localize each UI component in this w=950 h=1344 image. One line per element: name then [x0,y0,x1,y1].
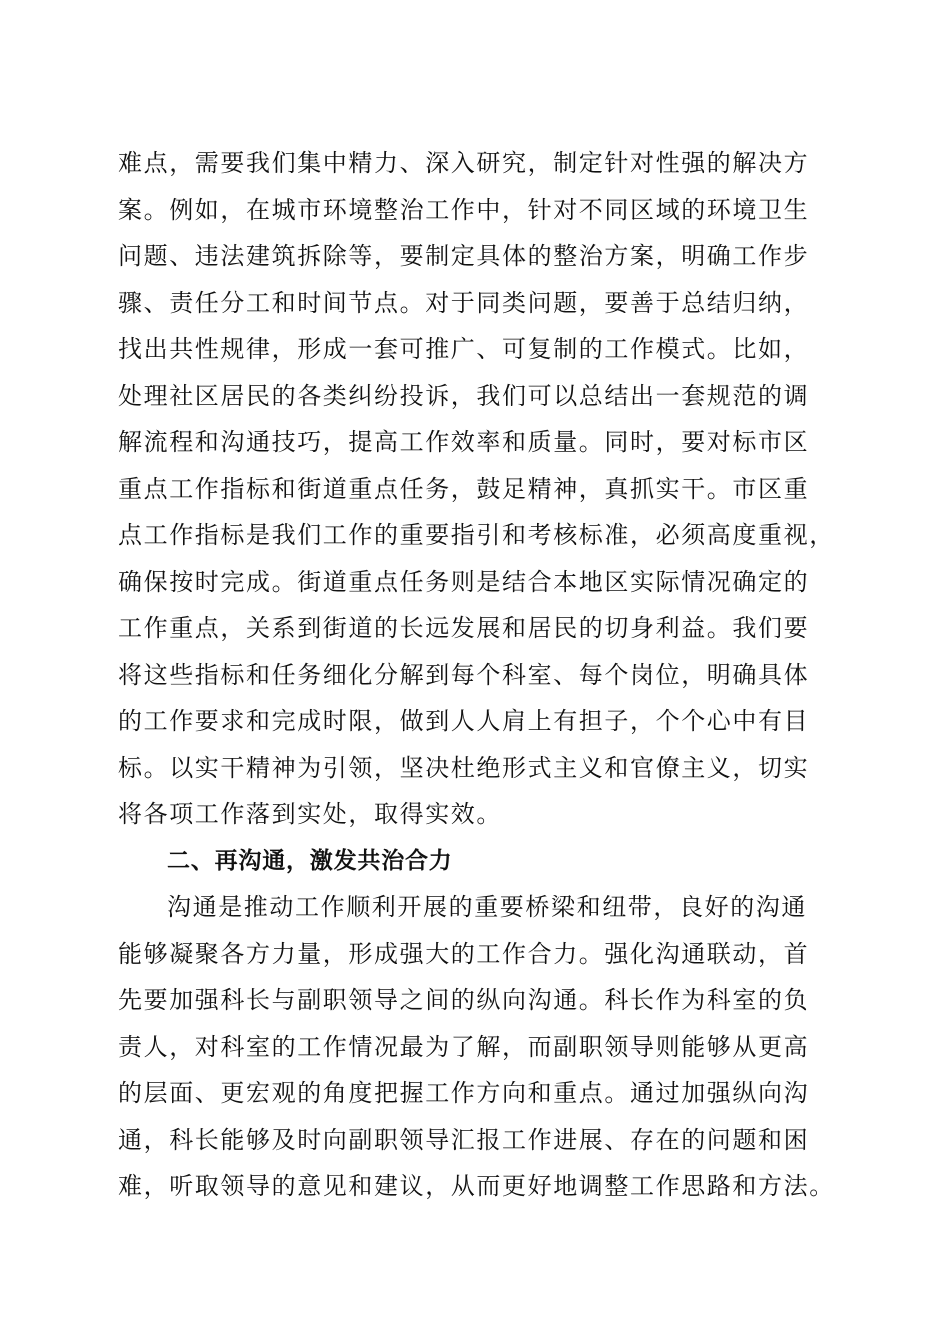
paragraph-line: 责人，对科室的工作情况最为了解，而副职领导则能够从更高 [118,1032,810,1061]
paragraph-line: 先要加强科长与副职领导之间的纵向沟通。科长作为科室的负 [118,986,810,1014]
paragraph-line: 案。例如，在城市环境整治工作中，针对不同区域的环境卫生 [118,195,810,224]
paragraph-line: 问题、违法建筑拆除等，要制定具体的整治方案，明确工作步 [118,242,810,270]
paragraph-line: 将这些指标和任务细化分解到每个科室、每个岗位，明确具体 [118,660,810,689]
paragraph-line: 的层面、更宏观的角度把握工作方向和重点。通过加强纵向沟 [118,1079,810,1107]
paragraph-line: 沟通是推动工作顺利开展的重要桥梁和纽带，良好的沟通 [167,893,807,921]
paragraph-line: 处理社区居民的各类纠纷投诉，我们可以总结出一套规范的调 [118,381,810,410]
paragraph-line: 点工作指标是我们工作的重要指引和考核标准，必须高度重视， [118,521,835,549]
paragraph-line: 找出共性规律，形成一套可推广、可复制的工作模式。比如， [118,335,810,363]
paragraph-line: 骤、责任分工和时间节点。对于同类问题，要善于总结归纳， [118,288,810,317]
document-body [118,140,848,1210]
paragraph-line: 重点工作指标和街道重点任务，鼓足精神，真抓实干。市区重 [118,474,810,503]
paragraph-line: 能够凝聚各方力量，形成强大的工作合力。强化沟通联动，首 [118,939,810,968]
paragraph-line: 的工作要求和完成时限，做到人人肩上有担子，个个心中有目 [118,707,810,735]
paragraph-line: 解流程和沟通技巧，提高工作效率和质量。同时，要对标市区 [118,428,810,456]
paragraph-line: 通，科长能够及时向副职领导汇报工作进展、存在的问题和困 [118,1125,810,1154]
section-heading: 二、再沟通，激发共治合力 [167,847,453,874]
paragraph-line: 确保按时完成。街道重点任务则是结合本地区实际情况确定的 [118,567,810,596]
paragraph-line: 难，听取领导的意见和建议，从而更好地调整工作思路和方法。 [118,1172,835,1200]
paragraph-line: 标。以实干精神为引领，坚决杜绝形式主义和官僚主义，切实 [118,753,810,782]
paragraph-line: 难点，需要我们集中精力、深入研究，制定针对性强的解决方 [118,149,810,177]
paragraph-line: 工作重点，关系到街道的长远发展和居民的切身利益。我们要 [118,614,810,642]
paragraph-line: 将各项工作落到实处，取得实效。 [118,800,502,828]
